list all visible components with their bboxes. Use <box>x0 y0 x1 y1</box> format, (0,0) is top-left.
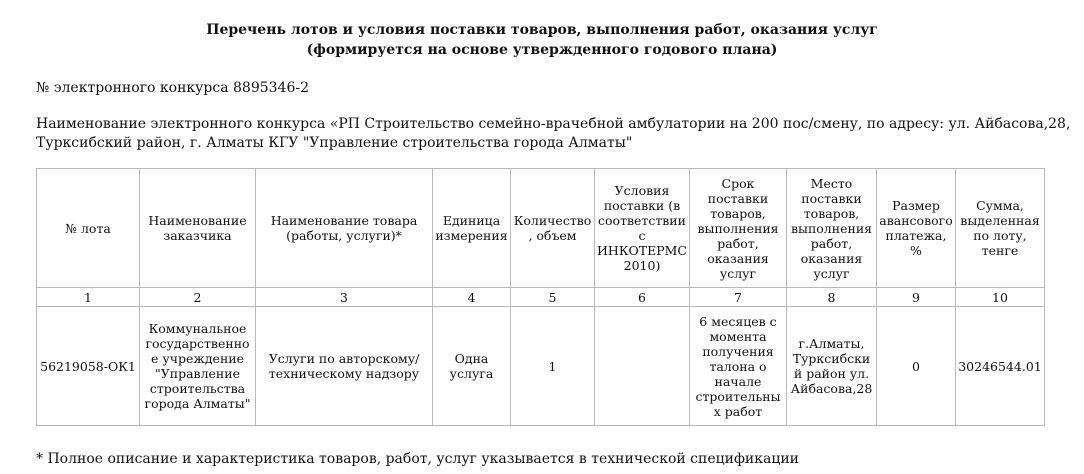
tender-name-line-1: Наименование электронного конкурса «РП Строительство семейно-врачебной амбулатории на 200 пос/смену, по адресу: ул. Айбасова,28, <box>36 116 1071 132</box>
header-delivery-place: Место поставки товаров, выполнения работ, оказания услуг <box>787 169 877 288</box>
header-delivery-terms: Условия поставки (в соответствии с ИНКОТЕРМС 2010) <box>595 169 690 288</box>
column-number: 1 <box>37 288 140 307</box>
lots-table <box>36 168 1045 426</box>
header-item: Наименование товара (работы, услуги)* <box>256 169 433 288</box>
tender-name-line-2: Турксибский район, г. Алматы КГУ "Управление строительства города Алматы" <box>36 135 633 151</box>
footnote: * Полное описание и характеристика товаров, работ, услуг указывается в технической спецификации <box>36 451 799 467</box>
cell-customer: Коммунальное государственное учреждение "Управление строительства города Алматы" <box>140 307 256 426</box>
table-row <box>37 307 1045 426</box>
cell-delivery-terms <box>595 307 690 426</box>
page-subtitle: (формируется на основе утвержденного годового плана) <box>306 42 778 58</box>
column-number: 10 <box>956 288 1045 307</box>
column-number: 2 <box>140 288 256 307</box>
column-number: 4 <box>433 288 511 307</box>
tender-number: № электронного конкурса 8895346-2 <box>36 80 309 96</box>
header-customer: Наименование заказчика <box>140 169 256 288</box>
column-number: 6 <box>595 288 690 307</box>
header-lot-number: № лота <box>37 169 140 288</box>
column-number: 3 <box>256 288 433 307</box>
column-number: 9 <box>877 288 956 307</box>
header-unit: Единица измерения <box>433 169 511 288</box>
page-title: Перечень лотов и условия поставки товаров, выполнения работ, оказания услуг <box>206 22 878 38</box>
cell-lot-number: 56219058-ОК1 <box>37 307 140 426</box>
header-amount: Сумма, выделенная по лоту, тенге <box>956 169 1045 288</box>
column-number: 8 <box>787 288 877 307</box>
header-quantity: Количество, объем <box>511 169 595 288</box>
cell-unit: Одна услуга <box>433 307 511 426</box>
cell-amount: 30246544.01 <box>956 307 1045 426</box>
column-number: 5 <box>511 288 595 307</box>
table-column-numbers-row <box>37 288 1045 307</box>
column-number: 7 <box>690 288 787 307</box>
header-advance: Размер авансового платежа, % <box>877 169 956 288</box>
cell-delivery-place: г.Алматы, Турксибский район ул. Айбасова,28 <box>787 307 877 426</box>
cell-advance: 0 <box>877 307 956 426</box>
header-delivery-time: Срок поставки товаров, выполнения работ, оказания услуг <box>690 169 787 288</box>
table-header-row <box>37 169 1045 288</box>
cell-quantity: 1 <box>511 307 595 426</box>
cell-item: Услуги по авторскому/техническому надзору <box>256 307 433 426</box>
cell-delivery-time: 6 месяцев с момента получения талона о начале строительных работ <box>690 307 787 426</box>
